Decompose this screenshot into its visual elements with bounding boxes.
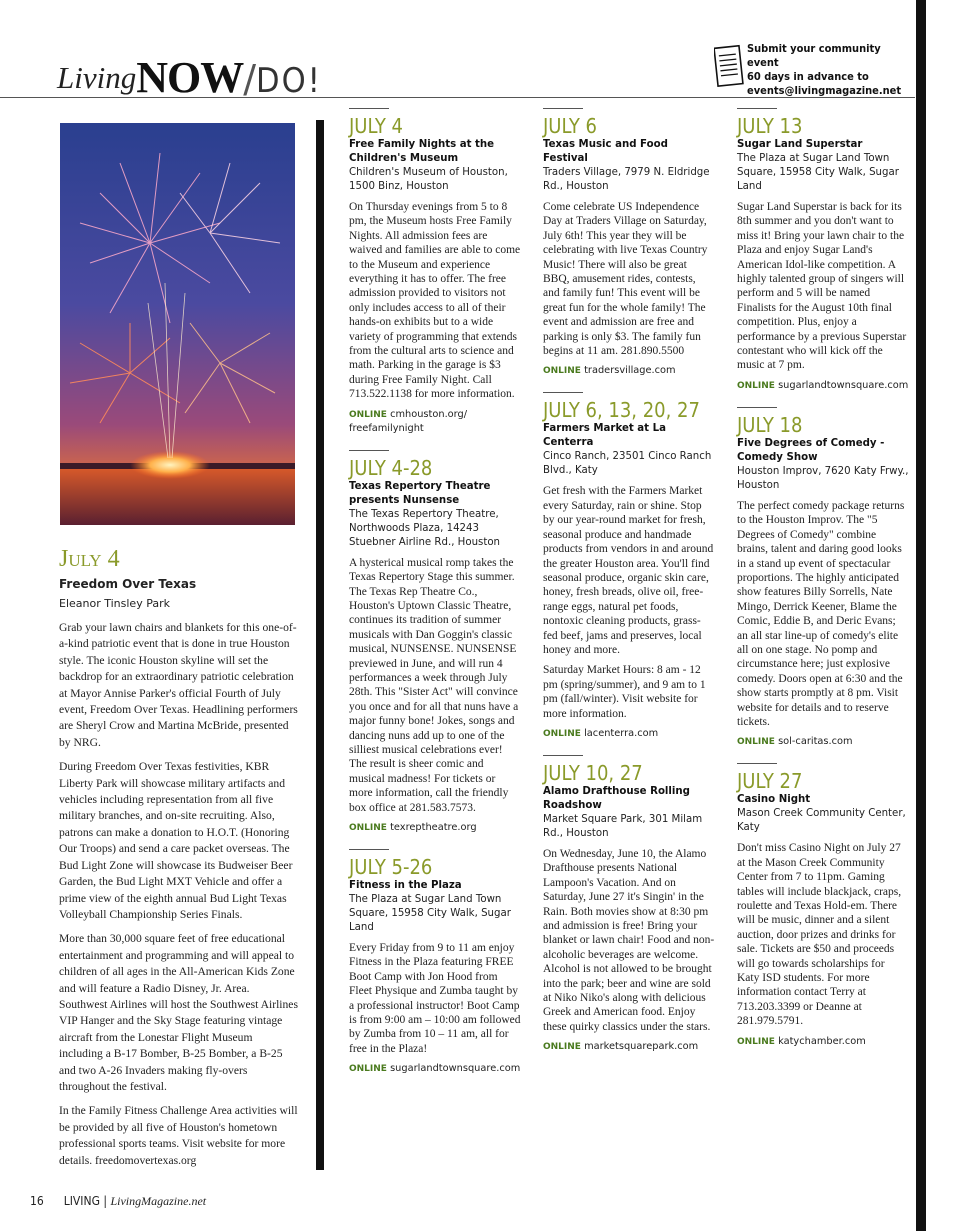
- event-website-link[interactable]: sugarlandtownsquare.com: [390, 1063, 521, 1075]
- feature-date: July 4: [59, 546, 120, 572]
- event-listing: [543, 755, 715, 1054]
- event-website-link[interactable]: marketsquarepark.com: [584, 1041, 699, 1053]
- event-online: [349, 821, 521, 835]
- event-description: Come celebrate US Independence Day at Traders Village on Saturday, July 6th! This year they will be celebrating with live Texas Country Music! There will also be great BBQ, amusement rides, contests, and family fun! This event will be great fun for the whole family! The event and admission are free and parking is only $3. The family fun begins at 11 am. 281.890.5500: [543, 201, 708, 358]
- event-description: A hysterical musical romp takes the Texas Repertory Stage this summer. The Texas Rep Theatre Co., Houston's Uptown Classic Theatre, continues its tradition of summer musicals with Dan Goggin's classic musical, NUNSENSE. NUNSENSE previewed in June, and will run 4 performances a week through July 28th. This "Sister Act" will convince you once and for all that nuns have a major funny bone! Jokes, songs and dancing nuns add up to one of the silliest musical celebrations ever! The result is sheer comic and musical madness! For tickets or more information, call the friendly box office at 281.583.7573.: [349, 556, 519, 814]
- event-online: [349, 1062, 521, 1076]
- feature-paragraph: More than 30,000 square feet of free educational entertainment and programming and will appeal to children of all ages in the All-American Kids Zone and will feature a Radio Disney, Jr. Area. Southwest Airlines will host the Southwest Airlines VIP Hanger and the Sky Stage featuring vintage aircraft from the Lonestar Flight Museum including a B-17 Bomber, B-25 Bomber, a B-25 and two A-26 Invaders making fly-overs throughout the festival.: [59, 932, 298, 1093]
- event-description: Every Friday from 9 to 11 am enjoy Fitness in the Plaza featuring FREE Boot Camp with Jon Hood from Fleet Physique and Zumba taught by a professional instructor! Boot Camp is from 9:00 am – 10:00 am followed by Zumba from 10 – 11 am, all for free in the Plaza!: [349, 942, 521, 1055]
- event-title: Sugar Land Superstar: [737, 139, 863, 150]
- logo-do: DO!: [256, 61, 322, 101]
- event-date: JULY 10, 27: [543, 760, 643, 785]
- event-listing: [543, 392, 715, 741]
- online-label: ONLINE: [543, 728, 581, 739]
- event-listing: [737, 763, 909, 1048]
- event-online: [543, 727, 715, 741]
- event-title: Fitness in the Plaza: [349, 880, 462, 891]
- event-listing: [349, 450, 521, 835]
- event-rule: [737, 407, 777, 408]
- event-title: Farmers Market at La Centerra: [543, 423, 666, 449]
- event-rule: [349, 849, 389, 850]
- page-number: 16: [30, 1194, 44, 1208]
- event-date: JULY 6, 13, 20, 27: [543, 398, 700, 423]
- event-title: Alamo Drafthouse Rolling Roadshow: [543, 785, 690, 811]
- event-online: [349, 408, 521, 436]
- event-venue: Children's Museum of Houston, 1500 Binz, Houston: [349, 167, 508, 192]
- footer-section: LIVING: [63, 1194, 100, 1208]
- event-rule: [543, 392, 583, 393]
- event-description: Don't miss Casino Night on July 27 at the Mason Creek Community Center from 7 to 11pm. Gaming tables will include blackjack, craps, roulette and Texas Hold-em. There will be music, dinner and a silent auction, door prizes and drinks for sale. Tickets are $50 and proceeds will go towards scholarships for Katy ISD students. For more information contact Terry at 713.203.3399 or Deanne at 281.979.5791.: [737, 842, 902, 1028]
- online-label: ONLINE: [737, 737, 775, 748]
- online-label: ONLINE: [737, 1036, 775, 1047]
- event-title: Texas Music and Food Festival: [543, 139, 668, 164]
- online-label: ONLINE: [349, 823, 387, 833]
- event-venue: The Texas Repertory Theatre, Northwoods Plaza, 14243 Stuebner Airline Rd., Houston: [349, 508, 501, 548]
- logo-now: NOW: [136, 53, 244, 102]
- event-listing: [349, 849, 521, 1076]
- event-description: Get fresh with the Farmers Market every Saturday, rain or shine. Stop by our year-round market for fresh, seasonal produce and handmade products from vendors in and around the greater Houston area. You'll find seasonal produce, organic skin care, honey, fresh breads, olive oil, free-range eggs, natural pet foods, nontoxic cleaning products, grass-fed beef, jams and preserves, local honey and more.: [543, 485, 714, 656]
- event-date: JULY 13: [737, 114, 803, 138]
- event-description: The perfect comedy package returns to the Houston Improv. The "5 Degrees of Comedy" combine brains, talent and daring good looks in a stand up event of spectacular proportions. The highly anticipated show features Billy Sorrells, Nate Mingo, Derrick Keener, Blame the Comic, Eddie B, and Deric Evans; an all star line-up of comedy's elite all on one stage. No pomp and circumstance here; just explosive comedy. Doors open at 6:30 and the show starts promptly at 8 pm. Visit website for details and to reserve tickets.: [737, 499, 905, 728]
- feature-paragraph: During Freedom Over Texas festivities, KBR Liberty Park will showcase military artifacts and vehicles including representation from all five military branches, and on-site recruiting. Also, patrons can make a donation to H.O.T. (Honoring Our Troops) and send a care packet overseas. The Bud Light Zone will showcase its Budweiser Beer Garden, the Bud Light MXT Vehicle and offer a prime view of the eighth annual Bud Light Texas Volleyball Championship Series Finals.: [59, 760, 293, 921]
- online-label: ONLINE: [543, 1042, 581, 1053]
- event-date: JULY 27: [737, 769, 803, 794]
- event-date: JULY 5-26: [349, 855, 433, 879]
- page-footer: [30, 1194, 206, 1209]
- event-description: On Wednesday, June 10, the Alamo Drafthouse presents National Lampoon's Vacation. And on Saturday, June 27 it's Singin' in the Rain. Both movies show at 8:30 pm and admission is free! Bring your blanket or lawn chair! Food and non-alcoholic beverages are welcome. Alcohol is not allowed to be brought into the park; beer and wine are sold at Niko Niko's along with delicious Greek and American food. Enjoy these quirky classics under the stars.: [543, 847, 715, 1033]
- event-listing: [737, 108, 909, 393]
- online-label: ONLINE: [737, 380, 775, 391]
- online-label: ONLINE: [349, 409, 387, 420]
- event-venue: Mason Creek Community Center, Katy: [737, 808, 906, 834]
- event-online: [737, 735, 909, 749]
- section-logo: [57, 52, 322, 102]
- event-listing: [543, 108, 715, 378]
- event-description: Sugar Land Superstar is back for its 8th summer and you don't want to miss it! Bring your lawn chair to the Plaza and enjoy Sugar Land's American Idol-like competition. A highly talented group of singers will perform and 5 will be named Finalists for the August 10th final competition. Plus, enjoy a performance by a previous Superstar contestant who will kick off the music at 7 pm.: [737, 201, 907, 372]
- event-venue: The Plaza at Sugar Land Town Square, 15958 City Walk, Sugar Land: [349, 894, 511, 933]
- event-online: [737, 379, 909, 393]
- event-date: JULY 4: [349, 114, 403, 138]
- notepad-icon: [714, 44, 744, 88]
- feature-venue: Eleanor Tinsley Park: [59, 597, 170, 610]
- event-listing: [349, 108, 521, 436]
- event-venue: Houston Improv, 7620 Katy Frwy., Houston: [737, 465, 909, 491]
- page-spine-bar: [916, 0, 926, 1231]
- online-label: ONLINE: [349, 1064, 387, 1075]
- event-date: JULY 18: [737, 412, 803, 437]
- event-rule: [349, 450, 389, 451]
- event-website-link[interactable]: sugarlandtownsquare.com: [778, 379, 909, 391]
- events-column-3: [737, 108, 909, 1063]
- event-website-link[interactable]: tradersvillage.com: [584, 365, 676, 377]
- submit-email[interactable]: events@livingmagazine.net: [747, 84, 902, 97]
- event-rule: [543, 108, 583, 109]
- event-venue: Cinco Ranch, 23501 Cinco Ranch Blvd., Katy: [543, 451, 712, 477]
- event-title: Texas Repertory Theatre presents Nunsense: [349, 480, 491, 506]
- logo-living: Living: [57, 60, 137, 95]
- event-rule: [737, 108, 777, 109]
- event-title: Five Degrees of Comedy - Comedy Show: [737, 437, 885, 463]
- event-description: Saturday Market Hours: 8 am - 12 pm (spring/summer), and 9 am to 1 pm (fall/winter). Visit website for more information.: [543, 664, 706, 720]
- event-venue: The Plaza at Sugar Land Town Square, 15958 City Walk, Sugar Land: [737, 153, 899, 192]
- feature-title: Freedom Over Texas: [59, 577, 197, 591]
- event-online: [543, 364, 715, 378]
- event-venue: Traders Village, 7979 N. Eldridge Rd., Houston: [543, 167, 710, 192]
- footer-separator: |: [103, 1194, 108, 1208]
- event-website-link[interactable]: katychamber.com: [778, 1035, 866, 1047]
- submit-line-2: 60 days in advance to: [747, 70, 869, 83]
- online-label: ONLINE: [543, 366, 581, 377]
- feature-paragraph: In the Family Fitness Challenge Area activities will be provided by all five of Houston's hometown professional sports teams. Visit website for more details. freedomovertexas.org: [59, 1104, 298, 1167]
- event-rule: [349, 108, 389, 109]
- events-column-2: [543, 108, 715, 1068]
- event-listing: [737, 407, 909, 750]
- fireworks-photo: [60, 123, 295, 525]
- event-online: [737, 1035, 909, 1049]
- event-online: [543, 1040, 715, 1054]
- event-website-link[interactable]: sol-caritas.com: [778, 736, 853, 748]
- submit-event-notice: [714, 42, 904, 97]
- column-divider-bar: [316, 120, 324, 1170]
- event-title: Free Family Nights at the Children's Museum: [349, 139, 495, 164]
- event-date: JULY 4-28: [349, 455, 433, 480]
- logo-slash: /: [243, 57, 257, 101]
- event-website-link[interactable]: lacenterra.com: [584, 727, 659, 739]
- submit-line-1: Submit your community event: [747, 42, 881, 69]
- event-title: Casino Night: [737, 794, 811, 806]
- feature-article: [59, 546, 299, 1177]
- event-website-link[interactable]: cmhouston.org/ freefamilynight: [349, 408, 468, 434]
- event-description: On Thursday evenings from 5 to 8 pm, the Museum hosts Free Family Nights. All admission fees are waived and families are able to come to the Museum and experience everything it has to offer. The free admission provided to visitors not only includes access to all of their hands-on exhibits but to a wide variety of programming that extends from the cultural arts to science and math. Parking in the garage is $3 during Free Family Night. Call 713.522.1138 for more information.: [349, 201, 521, 401]
- footer-site-link[interactable]: LivingMagazine.net: [110, 1194, 207, 1208]
- event-website-link[interactable]: texreptheatre.org: [390, 822, 477, 833]
- event-rule: [737, 763, 777, 764]
- event-date: JULY 6: [543, 114, 597, 138]
- event-rule: [543, 755, 583, 756]
- event-venue: Market Square Park, 301 Milam Rd., Houston: [543, 813, 703, 839]
- feature-paragraph: Grab your lawn chairs and blankets for this one-of-a-kind patriotic event that is done in true Houston style. The iconic Houston skyline will set the backdrop for an extraordinary patriotic celebration at Mayor Annise Parker's official Fourth of July event, Freedom Over Texas. Headlining performers are Sheryl Crow and Martina McBride, presented by NRG.: [59, 621, 298, 749]
- events-column-1: [349, 108, 521, 1090]
